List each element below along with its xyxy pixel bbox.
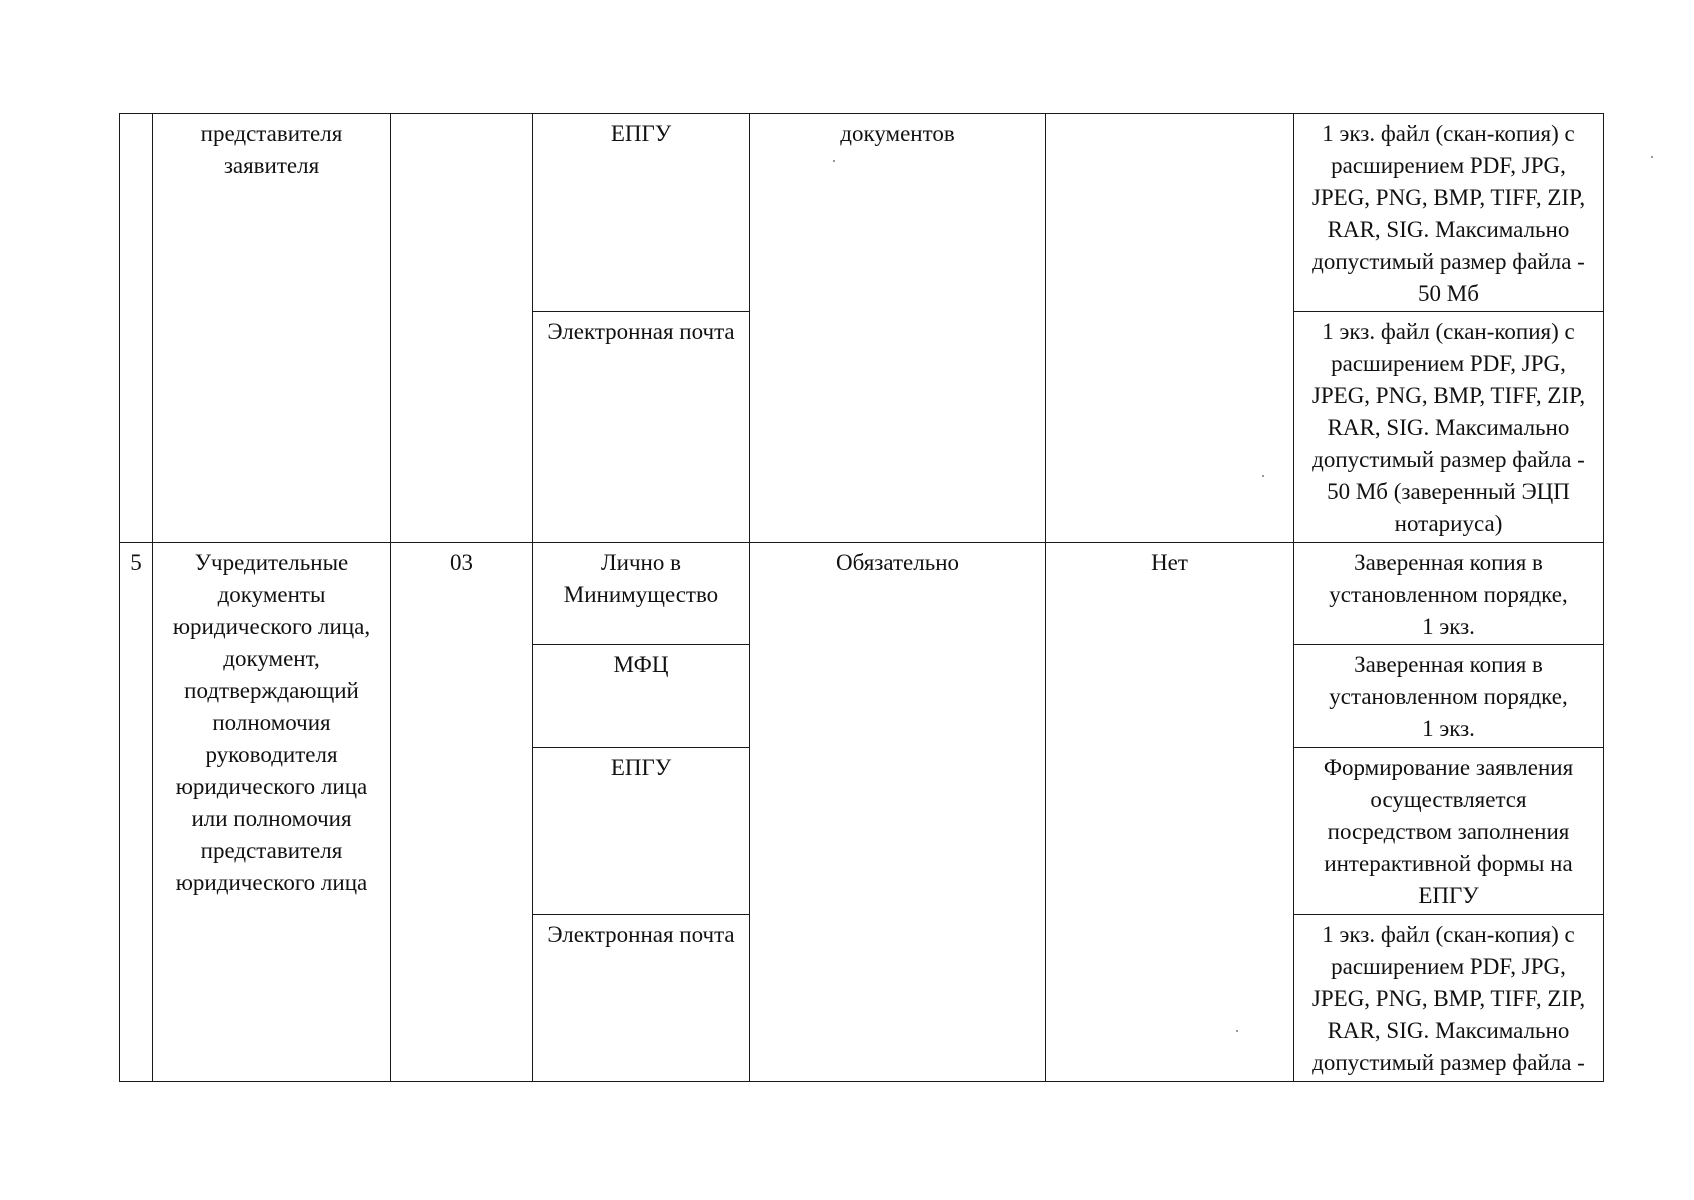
scan-speck xyxy=(1651,156,1653,158)
document-name-cell xyxy=(153,543,391,1082)
requirement-cell xyxy=(1294,543,1604,645)
mandatory-cell xyxy=(750,543,1046,1082)
requirement-cell xyxy=(1294,748,1604,915)
document-name: представителя заявителя xyxy=(200,121,343,178)
row-number-cell xyxy=(120,543,153,1082)
submission-method-cell xyxy=(533,748,750,915)
requirement-cell xyxy=(1294,915,1604,1082)
table-row xyxy=(120,543,1604,645)
document-requirement: 1 экз. файл (скан-копия) с расширением PDF, JPG, JPEG, PNG, BMP, TIFF, ZIP, RAR, SIG. Максимально допустимый размер файла - 50 Мб xyxy=(1311,121,1586,306)
documents-table xyxy=(119,113,1604,1082)
requirement-cell xyxy=(1294,645,1604,748)
returned-cell xyxy=(1046,114,1294,543)
document-requirement: Формирование заявления осуществляется посредством заполнения интерактивной формы на ЕПГУ xyxy=(1323,755,1574,908)
document-name-cell xyxy=(153,114,391,543)
document-requirement: 1 экз. файл (скан-копия) с расширением PDF, JPG, JPEG, PNG, BMP, TIFF, ZIP, RAR, SIG. Максимально допустимый размер файла - xyxy=(1311,922,1586,1075)
document-requirement: Заверенная копия в установленном порядке, 1 экз. xyxy=(1329,652,1568,741)
document-code-cell xyxy=(391,114,533,543)
mandatory-cell xyxy=(750,114,1046,543)
submission-method-cell xyxy=(533,543,750,645)
submission-method: Лично в Минимущество xyxy=(563,550,719,607)
document-requirement: Заверенная копия в установленном порядке, 1 экз. xyxy=(1329,550,1568,639)
document-name: Учредительные документы юридического лица, документ, подтверждающий полномочия руководителя юридического лица или полномочия представителя юридического лица xyxy=(172,550,371,895)
submission-method-cell xyxy=(533,915,750,1082)
document-code-cell xyxy=(391,543,533,1082)
submission-method-cell xyxy=(533,114,750,312)
submission-method: ЕПГУ xyxy=(610,121,672,146)
mandatory-status: Обязательно xyxy=(835,550,960,575)
row-number-cell xyxy=(120,114,153,543)
mandatory-status: документов xyxy=(840,121,955,146)
submission-method: Электронная почта xyxy=(547,922,735,947)
table-row xyxy=(120,114,1604,312)
row-number: 5 xyxy=(130,550,142,575)
document-requirement: 1 экз. файл (скан-копия) с расширением PDF, JPG, JPEG, PNG, BMP, TIFF, ZIP, RAR, SIG. Максимально допустимый размер файла - 50 Мб (заверенный ЭЦП нотариуса) xyxy=(1311,319,1586,536)
scan-speck xyxy=(1262,475,1264,477)
submission-method-cell xyxy=(533,645,750,748)
submission-method: Электронная почта xyxy=(547,319,735,344)
submission-method: ЕПГУ xyxy=(610,755,672,780)
requirement-cell xyxy=(1294,114,1604,312)
scan-speck xyxy=(1236,1030,1238,1032)
submission-method-cell xyxy=(533,312,750,543)
document-code: 03 xyxy=(450,550,473,575)
scan-speck xyxy=(833,160,835,162)
returned-status: Нет xyxy=(1151,550,1188,575)
returned-cell xyxy=(1046,543,1294,1082)
requirement-cell xyxy=(1294,312,1604,543)
submission-method: МФЦ xyxy=(613,652,669,677)
